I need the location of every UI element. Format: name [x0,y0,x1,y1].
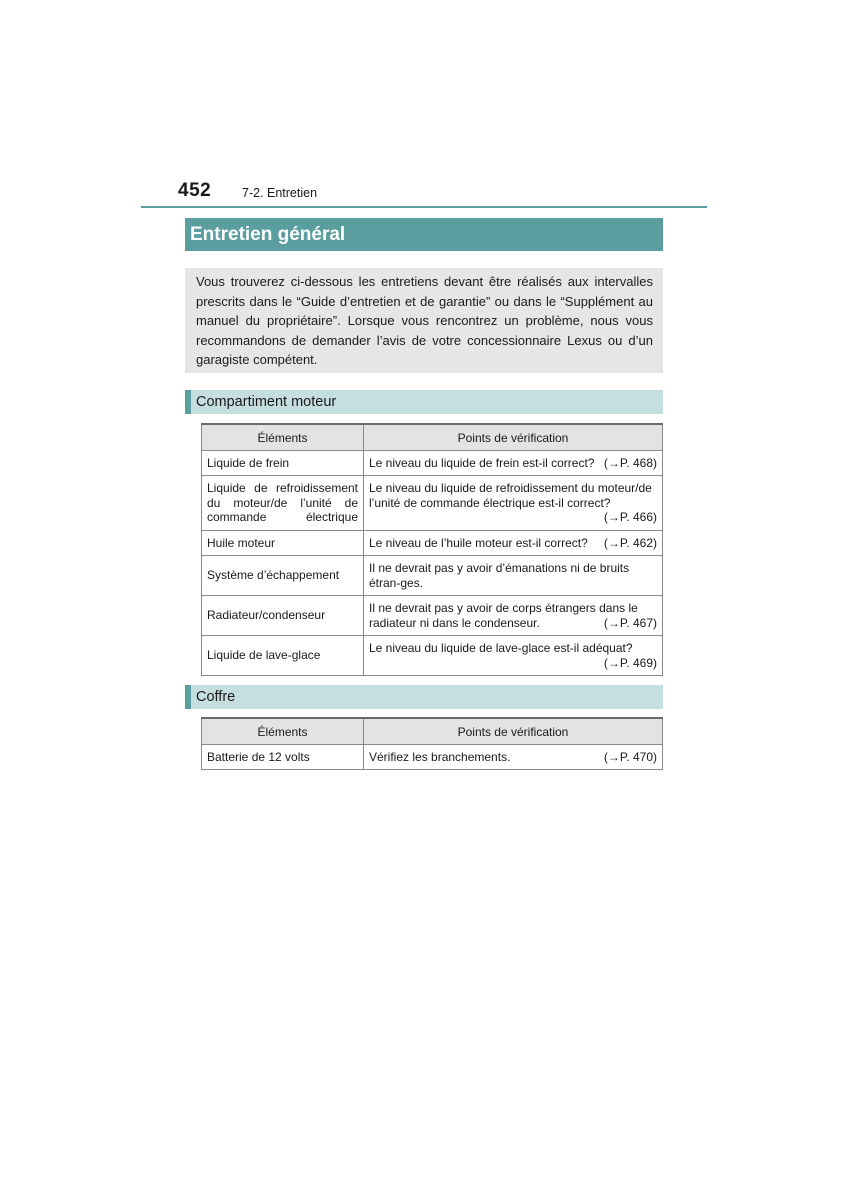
table-header-row [202,424,663,451]
check-cell [364,531,663,556]
check-cell [364,556,663,596]
table-header-row [202,718,663,745]
item-cell: Radiateur/condenseur [202,596,364,636]
page-number: 452 [178,180,212,201]
check-text: Le niveau de l’huile moteur est-il correct? [369,535,588,550]
item-cell: Liquide de lave-glace [202,636,364,676]
table-row [202,531,663,556]
table-row [202,596,663,636]
section-breadcrumb: 7-2. Entretien [242,186,318,200]
item-cell: Batterie de 12 volts [202,745,364,770]
page-reference: (→P. 470) [603,749,657,764]
page-reference: (→P. 466) [603,510,657,525]
check-text: Le niveau du liquide de lave-glace est-il adéquat? [369,641,633,655]
section-heading-engine: Compartiment moteur [185,390,663,414]
page-title: Entretien général [185,218,663,251]
page-reference: (→P. 469) [603,655,657,670]
check-text: Il ne devrait pas y avoir d’émanations ni de bruits étran-ges. [369,561,630,590]
table-row [202,745,663,770]
check-text: Il ne devrait pas y avoir de corps étrangers dans le radiateur ni dans le condenseur. [369,601,638,630]
header-divider [141,206,707,208]
check-cell [364,596,663,636]
check-text: Le niveau du liquide de frein est-il correct? [369,455,595,470]
page-reference: (→P. 462) [603,535,657,550]
check-text: Vérifiez les branchements. [369,749,511,764]
column-header-checks: Points de vérification [364,424,663,451]
check-cell [364,451,663,476]
table-row [202,556,663,596]
column-header-items: Éléments [202,718,364,745]
check-text: Le niveau du liquide de refroidissement du moteur/de l’unité de commande électrique est-il correct? [369,481,652,510]
column-header-checks: Points de vérification [364,718,663,745]
item-cell: Système d’échappement [202,556,364,596]
page-reference: (→P. 468) [603,455,657,470]
table-row [202,636,663,676]
item-cell: Liquide de refroidissement du moteur/de l’unité de commande électrique [202,476,364,531]
check-cell [364,476,663,531]
table-row [202,451,663,476]
page-reference: (→P. 467) [603,615,657,630]
intro-paragraph: Vous trouverez ci-dessous les entretiens devant être réalisés aux intervalles prescrits dans le “Guide d’entretien et de garantie” ou dans le “Supplément au manuel du propriétaire”. Lorsque vous rencontrez un problème, nous vous recommandons de demander l’avis de votre concessionnaire Lexus ou d’un garagiste compétent. [185,268,663,373]
trunk-table [201,717,663,770]
section-heading-trunk: Coffre [185,685,663,709]
column-header-items: Éléments [202,424,364,451]
table-row [202,476,663,531]
check-cell [364,745,663,770]
check-cell [364,636,663,676]
item-cell: Liquide de frein [202,451,364,476]
item-cell: Huile moteur [202,531,364,556]
engine-table [201,423,663,676]
